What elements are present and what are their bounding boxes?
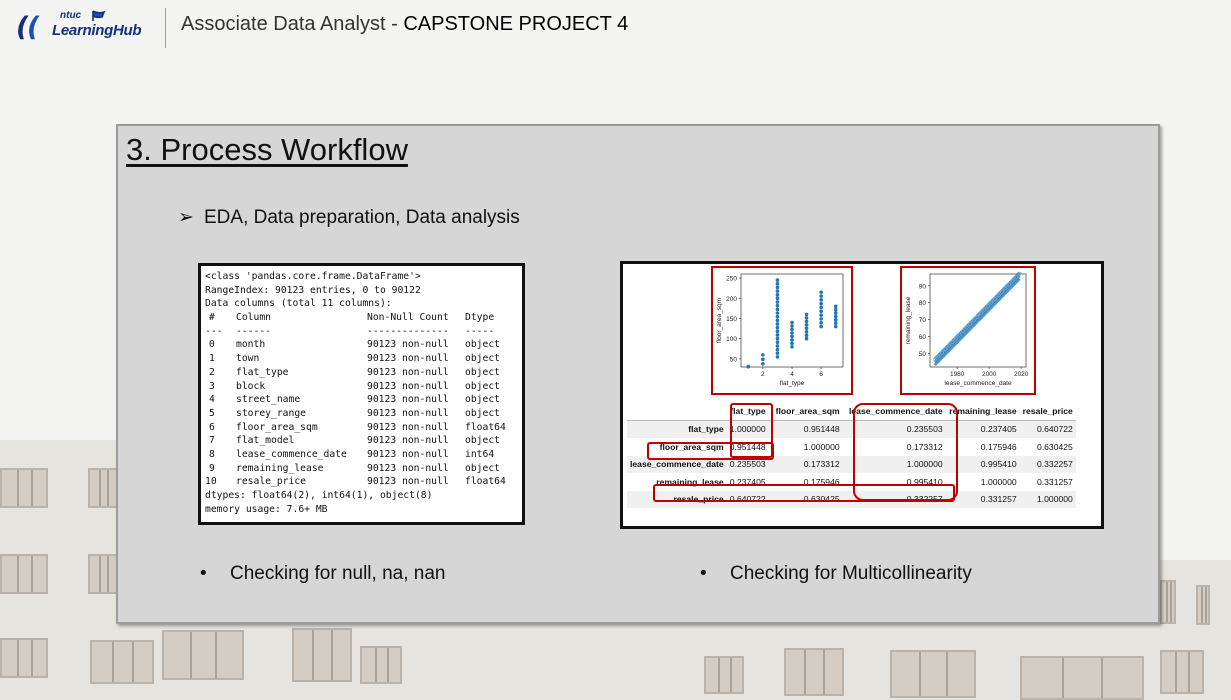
correlation-header-row: [627, 402, 1076, 420]
scatter-point: [776, 300, 780, 304]
scatter-point: [834, 305, 838, 309]
y-tick-label: 60: [918, 334, 926, 342]
corr-cell: 0.630425: [803, 494, 840, 505]
logo-learninghub-text: LearningHub: [52, 22, 142, 39]
info-separator-row: --- ------ -------------- -----: [205, 325, 495, 337]
corr-cell: 0.951448: [803, 424, 840, 435]
scatter-point: [776, 337, 780, 341]
info-table-row: 4 street_name 90123 non-null object: [209, 394, 500, 406]
corr-row-label: flat_type: [688, 424, 724, 435]
scatter-point: [761, 362, 765, 366]
scatter-point: [776, 304, 780, 308]
x-tick-label: 6: [819, 371, 823, 378]
corr-row-label: lease_commence_date: [630, 459, 724, 470]
course-title: [181, 13, 628, 36]
scatter-point: [819, 294, 823, 298]
corr-col-header: resale_price: [1020, 402, 1076, 420]
info-column-headers: # Column Non-Null Count Dtype: [209, 312, 495, 324]
info-table-row: 8 lease_commence_date 90123 non-null int64: [209, 448, 495, 460]
ntuc-learninghub-logo: ( ( ntuc LearningHub: [16, 10, 142, 43]
bullet-dot-icon: •: [200, 563, 207, 584]
info-header-line: RangeIndex: 90123 entries, 0 to 90122: [205, 284, 421, 296]
main-bullet-text: EDA, Data preparation, Data analysis: [204, 207, 520, 228]
logo-ntuc-text: ntuc: [60, 10, 82, 21]
x-axis-label: flat_type: [779, 380, 805, 387]
scatter-point: [776, 322, 780, 326]
scatter-point: [776, 333, 780, 337]
corr-cell: 0.332257: [906, 494, 943, 505]
scatter-point: [834, 311, 838, 315]
info-table-row: 0 month 90123 non-null object: [209, 339, 500, 351]
info-table-row: 9 remaining_lease 90123 non-null object: [209, 462, 500, 474]
scatter-point: [805, 323, 809, 327]
scatter-point: [819, 309, 823, 313]
info-table-row: 5 storey_range 90123 non-null object: [209, 407, 500, 419]
corr-row-label: remaining_lease: [656, 476, 724, 487]
scatter-point: [819, 302, 823, 306]
scatter-point: [805, 316, 809, 320]
corr-cell: 0.630425: [1036, 441, 1073, 452]
corr-cell: 0.640722: [1036, 424, 1073, 435]
scatter-lease-vs-remaining-lease: [900, 266, 1036, 395]
scatter-point: [805, 313, 809, 317]
scatter-plot-1: [713, 268, 851, 393]
arrow-bullet-icon: ➢: [178, 207, 194, 228]
y-tick-label: 250: [726, 275, 737, 283]
corr-cell: 0.235503: [906, 424, 943, 435]
corr-cell: 0.331257: [980, 494, 1017, 505]
corr-row-label: resale_price: [673, 494, 724, 505]
scatter-point: [776, 344, 780, 348]
info-footer-line: dtypes: float64(2), int64(1), object(8): [205, 490, 433, 501]
y-axis-label: floor_area_sqm: [716, 297, 723, 344]
scatter-plot-2: [902, 268, 1034, 393]
highlight-remaining-lease-row: [653, 484, 955, 502]
scatter-point: [746, 365, 750, 369]
info-table-row: 7 flat_model 90123 non-null object: [209, 435, 500, 447]
scatter-point: [776, 326, 780, 330]
y-axis-label: remaining_lease: [905, 296, 912, 345]
scatter-point: [819, 317, 823, 321]
scatter-point: [790, 331, 794, 335]
y-tick-label: 80: [918, 300, 926, 308]
scatter-point: [805, 333, 809, 337]
right-caption: [700, 563, 972, 585]
y-tick-label: 50: [918, 350, 926, 358]
scatter-flat-type-vs-floor-area: [711, 266, 853, 395]
corr-cell: 0.173312: [906, 441, 943, 452]
dataframe-info-output: [198, 263, 525, 525]
info-table-row: 6 floor_area_sqm 90123 non-null float64: [209, 421, 506, 433]
x-tick-label: 2020: [1013, 371, 1029, 378]
y-tick-label: 70: [918, 317, 926, 325]
flag-icon: [92, 10, 106, 22]
scatter-point: [776, 282, 780, 286]
y-tick-label: 50: [729, 356, 737, 364]
slide-panel: [116, 124, 1160, 624]
scatter-point: [776, 340, 780, 344]
corr-cell: 0.173312: [803, 459, 840, 470]
main-bullet: [178, 206, 520, 229]
scatter-point: [790, 324, 794, 328]
corr-cell: 0.237405: [980, 424, 1017, 435]
scatter-point: [834, 325, 838, 329]
corr-cell: 1.000000: [803, 441, 840, 452]
x-tick-label: 4: [790, 371, 794, 378]
scatter-point: [834, 318, 838, 322]
scatter-point: [819, 290, 823, 294]
scatter-point: [776, 319, 780, 323]
info-table-row: 3 block 90123 non-null object: [209, 380, 500, 392]
scatter-point: [790, 328, 794, 332]
y-tick-label: 150: [726, 315, 737, 323]
correlation-row: [627, 420, 1076, 438]
info-table-row: 2 flat_type 90123 non-null object: [209, 366, 500, 378]
slide-header: [0, 0, 1231, 52]
info-header-line: Data columns (total 11 columns):: [205, 298, 392, 310]
scatter-point: [819, 298, 823, 302]
scatter-point: [776, 311, 780, 315]
scatter-band: [935, 279, 1020, 365]
bullet-dot-icon: •: [700, 563, 707, 584]
x-tick-label: 1980: [949, 371, 965, 378]
scatter-point: [776, 315, 780, 319]
info-footer-line: memory usage: 7.6+ MB: [205, 503, 328, 515]
scatter-point: [776, 289, 780, 293]
x-axis-label: lease_commence_date: [944, 380, 1012, 387]
corr-col-header: remaining_lease: [946, 402, 1020, 420]
y-tick-label: 100: [726, 336, 737, 344]
header-divider: [165, 8, 166, 48]
scatter-point: [776, 308, 780, 312]
scatter-point: [790, 321, 794, 325]
scatter-point: [776, 278, 780, 282]
info-header-line: <class 'pandas.core.frame.DataFrame'>: [205, 271, 421, 282]
scatter-point: [805, 320, 809, 324]
y-tick-label: 90: [918, 283, 926, 291]
scatter-point: [819, 306, 823, 310]
scatter-point: [761, 358, 765, 362]
scatter-point: [819, 313, 823, 317]
corr-cell: 0.331257: [1036, 476, 1073, 487]
left-caption: [200, 563, 445, 585]
corr-cell: 1.000000: [906, 459, 943, 470]
course-title-prefix: Associate Data Analyst -: [181, 13, 404, 35]
corr-col-header: floor_area_sqm: [769, 402, 843, 420]
scatter-point: [776, 355, 780, 359]
info-table-row: 1 town 90123 non-null object: [209, 353, 500, 365]
scatter-point: [834, 321, 838, 325]
info-rows: [205, 338, 522, 489]
scatter-point: [776, 286, 780, 290]
scatter-point: [790, 342, 794, 346]
corr-cell: 0.951448: [729, 441, 766, 452]
left-caption-text: Checking for null, na, nan: [230, 563, 446, 584]
corr-cell: 0.995410: [980, 459, 1017, 470]
corr-col-header: flat_type: [727, 402, 769, 420]
multicollinearity-output: [620, 261, 1104, 529]
scatter-point: [819, 325, 823, 329]
corr-cell: 0.332257: [1036, 459, 1073, 470]
scatter-point: [834, 308, 838, 312]
scatter-point: [776, 329, 780, 333]
scatter-point: [834, 315, 838, 319]
scatter-point: [790, 338, 794, 342]
y-tick-label: 200: [726, 295, 737, 303]
corr-row-label: floor_area_sqm: [659, 441, 724, 452]
scatter-point: [776, 297, 780, 301]
plot-frame: [741, 274, 843, 367]
course-title-highlight: CAPSTONE PROJECT 4: [403, 13, 629, 35]
highlight-floor-area-row: [647, 442, 774, 460]
info-table-row: 10 resale_price 90123 non-null float64: [205, 476, 506, 488]
scatter-point: [805, 326, 809, 330]
right-caption-text: Checking for Multicollinearity: [730, 563, 972, 584]
slide-title: 3. Process Workflow: [126, 132, 408, 167]
scatter-point: [790, 335, 794, 339]
scatter-point: [790, 345, 794, 349]
scatter-point: [805, 330, 809, 334]
scatter-point: [776, 293, 780, 297]
scatter-point: [776, 351, 780, 355]
corr-cell: 0.175946: [803, 476, 840, 487]
scatter-point: [805, 337, 809, 341]
corr-cell: 0.235503: [729, 459, 766, 470]
corr-cell: 1.000000: [729, 424, 766, 435]
corr-cell: 0.995410: [906, 476, 943, 487]
corr-cell: 1.000000: [1036, 494, 1073, 505]
corr-cell: 0.237405: [729, 476, 766, 487]
corr-cell: 0.640722: [729, 494, 766, 505]
scatter-point: [819, 321, 823, 325]
x-tick-label: 2: [761, 371, 765, 378]
corr-cell: 1.000000: [980, 476, 1017, 487]
x-tick-label: 2000: [981, 371, 997, 378]
corr-col-header: lease_commence_date: [843, 402, 946, 420]
scatter-point: [761, 353, 765, 357]
corr-cell: 0.175946: [980, 441, 1017, 452]
scatter-point: [776, 348, 780, 352]
